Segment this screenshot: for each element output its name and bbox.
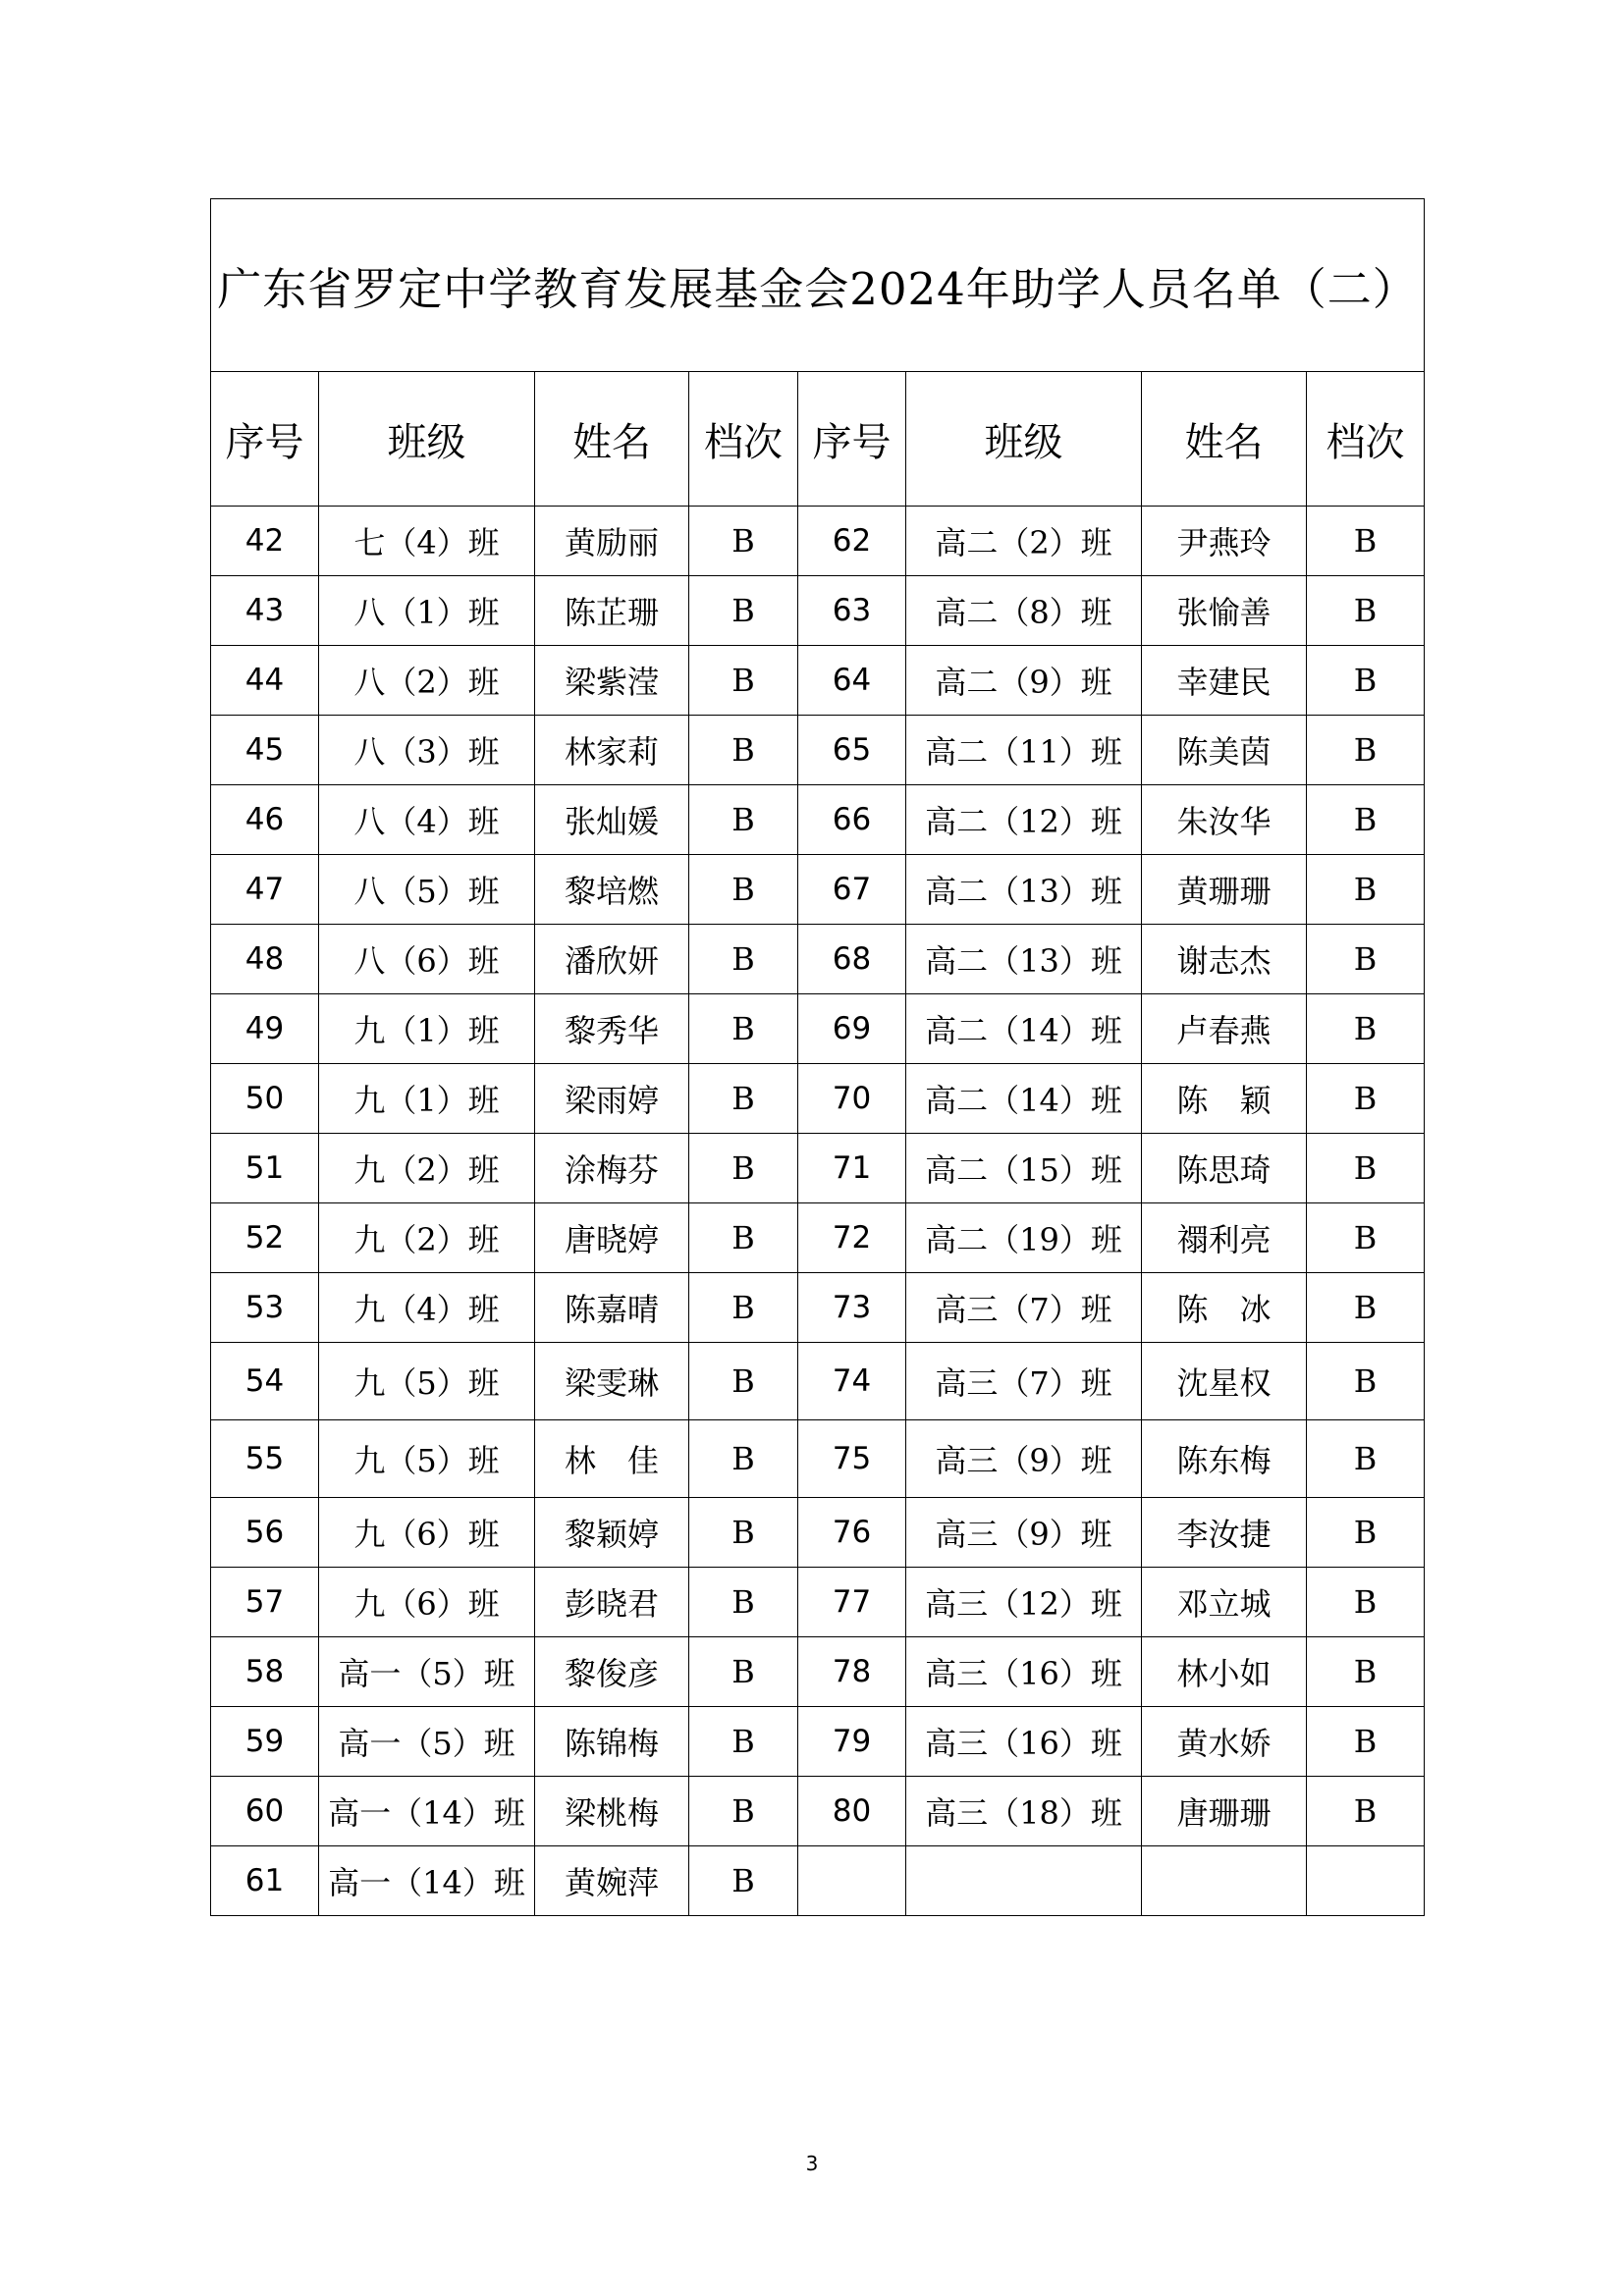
grade-cell: B bbox=[1307, 716, 1425, 785]
name-cell: 涂梅芬 bbox=[535, 1134, 689, 1203]
table-row bbox=[211, 716, 1425, 785]
name-cell: 谢志杰 bbox=[1142, 925, 1307, 994]
name-cell: 梁紫滢 bbox=[535, 646, 689, 716]
class-cell: 八（2）班 bbox=[319, 646, 535, 716]
name-cell: 禤利亮 bbox=[1142, 1203, 1307, 1273]
seq-cell: 46 bbox=[211, 785, 319, 855]
class-cell: 八（3）班 bbox=[319, 716, 535, 785]
seq-cell: 76 bbox=[798, 1498, 906, 1568]
name-cell: 林家莉 bbox=[535, 716, 689, 785]
class-cell: 八（1）班 bbox=[319, 576, 535, 646]
seq-cell: 73 bbox=[798, 1273, 906, 1343]
grade-cell: B bbox=[1307, 994, 1425, 1064]
class-cell: 高一（14）班 bbox=[319, 1777, 535, 1846]
seq-cell: 51 bbox=[211, 1134, 319, 1203]
header-grade-left: 档次 bbox=[689, 372, 798, 507]
seq-cell: 50 bbox=[211, 1064, 319, 1134]
class-cell: 高一（14）班 bbox=[319, 1846, 535, 1916]
class-cell: 高二（14）班 bbox=[906, 1064, 1142, 1134]
class-cell: 七（4）班 bbox=[319, 507, 535, 576]
name-cell: 黄珊珊 bbox=[1142, 855, 1307, 925]
class-cell: 高三（7）班 bbox=[906, 1273, 1142, 1343]
class-cell: 高三（7）班 bbox=[906, 1343, 1142, 1420]
name-cell: 梁桃梅 bbox=[535, 1777, 689, 1846]
table-row bbox=[211, 1064, 1425, 1134]
grade-cell: B bbox=[1307, 1707, 1425, 1777]
class-cell: 高三（9）班 bbox=[906, 1498, 1142, 1568]
name-cell: 张灿媛 bbox=[535, 785, 689, 855]
seq-cell: 52 bbox=[211, 1203, 319, 1273]
grade-cell: B bbox=[1307, 855, 1425, 925]
name-cell: 黄婉萍 bbox=[535, 1846, 689, 1916]
grade-cell: B bbox=[689, 1637, 798, 1707]
class-cell: 八（5）班 bbox=[319, 855, 535, 925]
class-cell: 高二（12）班 bbox=[906, 785, 1142, 855]
table-row bbox=[211, 1846, 1425, 1916]
grade-cell: B bbox=[689, 1777, 798, 1846]
grade-cell: B bbox=[689, 1498, 798, 1568]
seq-cell: 55 bbox=[211, 1420, 319, 1498]
table-row bbox=[211, 1777, 1425, 1846]
grade-cell: B bbox=[689, 576, 798, 646]
class-cell: 九（5）班 bbox=[319, 1420, 535, 1498]
seq-cell: 72 bbox=[798, 1203, 906, 1273]
seq-cell: 74 bbox=[798, 1343, 906, 1420]
name-cell: 黎秀华 bbox=[535, 994, 689, 1064]
name-cell: 陈 冰 bbox=[1142, 1273, 1307, 1343]
name-cell: 黄水娇 bbox=[1142, 1707, 1307, 1777]
class-cell: 高三（16）班 bbox=[906, 1637, 1142, 1707]
name-cell: 黎俊彦 bbox=[535, 1637, 689, 1707]
class-cell: 九（1）班 bbox=[319, 994, 535, 1064]
table-row bbox=[211, 1568, 1425, 1637]
grade-cell: B bbox=[689, 855, 798, 925]
grade-cell: B bbox=[1307, 1273, 1425, 1343]
grade-cell: B bbox=[1307, 1134, 1425, 1203]
grade-cell: B bbox=[689, 925, 798, 994]
seq-cell: 75 bbox=[798, 1420, 906, 1498]
name-cell: 李汝捷 bbox=[1142, 1498, 1307, 1568]
name-cell: 林 佳 bbox=[535, 1420, 689, 1498]
grade-cell: B bbox=[689, 994, 798, 1064]
grade-cell: B bbox=[1307, 576, 1425, 646]
table-row bbox=[211, 994, 1425, 1064]
seq-cell: 79 bbox=[798, 1707, 906, 1777]
class-cell: 八（4）班 bbox=[319, 785, 535, 855]
grade-cell: B bbox=[1307, 1568, 1425, 1637]
seq-cell: 44 bbox=[211, 646, 319, 716]
class-cell: 高二（14）班 bbox=[906, 994, 1142, 1064]
grade-cell: B bbox=[1307, 646, 1425, 716]
table-row bbox=[211, 507, 1425, 576]
roster-body bbox=[211, 507, 1425, 1916]
class-cell: 九（1）班 bbox=[319, 1064, 535, 1134]
grade-cell: B bbox=[689, 1203, 798, 1273]
class-cell: 高一（5）班 bbox=[319, 1637, 535, 1707]
grade-cell: B bbox=[1307, 1420, 1425, 1498]
class-cell bbox=[906, 1846, 1142, 1916]
class-cell: 八（6）班 bbox=[319, 925, 535, 994]
grade-cell: B bbox=[1307, 925, 1425, 994]
table-row bbox=[211, 1343, 1425, 1420]
name-cell: 幸建民 bbox=[1142, 646, 1307, 716]
name-cell: 邓立城 bbox=[1142, 1568, 1307, 1637]
table-row bbox=[211, 1637, 1425, 1707]
name-cell: 潘欣妍 bbox=[535, 925, 689, 994]
class-cell: 九（2）班 bbox=[319, 1203, 535, 1273]
name-cell: 黎培燃 bbox=[535, 855, 689, 925]
class-cell: 高三（18）班 bbox=[906, 1777, 1142, 1846]
class-cell: 高二（15）班 bbox=[906, 1134, 1142, 1203]
table-row bbox=[211, 646, 1425, 716]
seq-cell: 78 bbox=[798, 1637, 906, 1707]
class-cell: 高二（13）班 bbox=[906, 855, 1142, 925]
grade-cell: B bbox=[1307, 1637, 1425, 1707]
seq-cell: 68 bbox=[798, 925, 906, 994]
name-cell: 沈星权 bbox=[1142, 1343, 1307, 1420]
grade-cell: B bbox=[689, 1134, 798, 1203]
grade-cell: B bbox=[689, 1707, 798, 1777]
seq-cell: 64 bbox=[798, 646, 906, 716]
table-row bbox=[211, 1707, 1425, 1777]
seq-cell: 57 bbox=[211, 1568, 319, 1637]
grade-cell: B bbox=[1307, 1064, 1425, 1134]
table-row bbox=[211, 785, 1425, 855]
header-row bbox=[211, 372, 1425, 507]
grade-cell: B bbox=[1307, 1203, 1425, 1273]
header-name-right: 姓名 bbox=[1142, 372, 1307, 507]
grade-cell: B bbox=[1307, 785, 1425, 855]
grade-cell: B bbox=[689, 1064, 798, 1134]
seq-cell: 59 bbox=[211, 1707, 319, 1777]
table-row bbox=[211, 855, 1425, 925]
name-cell: 陈芷珊 bbox=[535, 576, 689, 646]
page-number: 3 bbox=[805, 2152, 819, 2175]
seq-cell: 66 bbox=[798, 785, 906, 855]
table-row bbox=[211, 1498, 1425, 1568]
class-cell: 高一（5）班 bbox=[319, 1707, 535, 1777]
class-cell: 高二（9）班 bbox=[906, 646, 1142, 716]
class-cell: 九（6）班 bbox=[319, 1568, 535, 1637]
class-cell: 高二（13）班 bbox=[906, 925, 1142, 994]
name-cell: 张愉善 bbox=[1142, 576, 1307, 646]
seq-cell: 58 bbox=[211, 1637, 319, 1707]
grade-cell: B bbox=[1307, 507, 1425, 576]
grade-cell: B bbox=[1307, 1498, 1425, 1568]
header-name-left: 姓名 bbox=[535, 372, 689, 507]
seq-cell: 49 bbox=[211, 994, 319, 1064]
class-cell: 九（4）班 bbox=[319, 1273, 535, 1343]
seq-cell: 56 bbox=[211, 1498, 319, 1568]
seq-cell: 77 bbox=[798, 1568, 906, 1637]
seq-cell: 42 bbox=[211, 507, 319, 576]
seq-cell: 48 bbox=[211, 925, 319, 994]
class-cell: 高三（16）班 bbox=[906, 1707, 1142, 1777]
table-row bbox=[211, 576, 1425, 646]
seq-cell: 53 bbox=[211, 1273, 319, 1343]
grade-cell: B bbox=[689, 716, 798, 785]
seq-cell: 67 bbox=[798, 855, 906, 925]
name-cell: 陈锦梅 bbox=[535, 1707, 689, 1777]
document-title: 广东省罗定中学教育发展基金会2024年助学人员名单（二） bbox=[211, 199, 1425, 372]
table-row bbox=[211, 925, 1425, 994]
class-cell: 高三（9）班 bbox=[906, 1420, 1142, 1498]
grade-cell: B bbox=[689, 1420, 798, 1498]
header-class-right: 班级 bbox=[906, 372, 1142, 507]
table-row bbox=[211, 1134, 1425, 1203]
grade-cell bbox=[1307, 1846, 1425, 1916]
class-cell: 高二（8）班 bbox=[906, 576, 1142, 646]
name-cell: 梁雨婷 bbox=[535, 1064, 689, 1134]
table-row bbox=[211, 1273, 1425, 1343]
seq-cell: 65 bbox=[798, 716, 906, 785]
seq-cell: 60 bbox=[211, 1777, 319, 1846]
class-cell: 高二（11）班 bbox=[906, 716, 1142, 785]
seq-cell: 70 bbox=[798, 1064, 906, 1134]
seq-cell: 71 bbox=[798, 1134, 906, 1203]
seq-cell: 80 bbox=[798, 1777, 906, 1846]
class-cell: 九（6）班 bbox=[319, 1498, 535, 1568]
name-cell: 卢春燕 bbox=[1142, 994, 1307, 1064]
seq-cell: 62 bbox=[798, 507, 906, 576]
table-row bbox=[211, 1203, 1425, 1273]
name-cell: 尹燕玲 bbox=[1142, 507, 1307, 576]
name-cell: 黎颖婷 bbox=[535, 1498, 689, 1568]
name-cell bbox=[1142, 1846, 1307, 1916]
seq-cell bbox=[798, 1846, 906, 1916]
class-cell: 高三（12）班 bbox=[906, 1568, 1142, 1637]
grade-cell: B bbox=[689, 1846, 798, 1916]
class-cell: 九（5）班 bbox=[319, 1343, 535, 1420]
grade-cell: B bbox=[689, 507, 798, 576]
seq-cell: 61 bbox=[211, 1846, 319, 1916]
seq-cell: 63 bbox=[798, 576, 906, 646]
seq-cell: 45 bbox=[211, 716, 319, 785]
grade-cell: B bbox=[689, 1273, 798, 1343]
header-seq-left: 序号 bbox=[211, 372, 319, 507]
seq-cell: 54 bbox=[211, 1343, 319, 1420]
class-cell: 九（2）班 bbox=[319, 1134, 535, 1203]
grade-cell: B bbox=[689, 1343, 798, 1420]
name-cell: 唐晓婷 bbox=[535, 1203, 689, 1273]
name-cell: 朱汝华 bbox=[1142, 785, 1307, 855]
class-cell: 高二（19）班 bbox=[906, 1203, 1142, 1273]
grade-cell: B bbox=[689, 785, 798, 855]
seq-cell: 47 bbox=[211, 855, 319, 925]
name-cell: 梁雯琳 bbox=[535, 1343, 689, 1420]
name-cell: 林小如 bbox=[1142, 1637, 1307, 1707]
name-cell: 陈美茵 bbox=[1142, 716, 1307, 785]
name-cell: 陈 颖 bbox=[1142, 1064, 1307, 1134]
header-class-left: 班级 bbox=[319, 372, 535, 507]
class-cell: 高二（2）班 bbox=[906, 507, 1142, 576]
table-row bbox=[211, 1420, 1425, 1498]
grade-cell: B bbox=[689, 1568, 798, 1637]
header-seq-right: 序号 bbox=[798, 372, 906, 507]
name-cell: 陈思琦 bbox=[1142, 1134, 1307, 1203]
roster-table bbox=[210, 198, 1425, 1916]
grade-cell: B bbox=[1307, 1777, 1425, 1846]
header-grade-right: 档次 bbox=[1307, 372, 1425, 507]
grade-cell: B bbox=[689, 646, 798, 716]
name-cell: 陈东梅 bbox=[1142, 1420, 1307, 1498]
seq-cell: 43 bbox=[211, 576, 319, 646]
name-cell: 彭晓君 bbox=[535, 1568, 689, 1637]
name-cell: 唐珊珊 bbox=[1142, 1777, 1307, 1846]
grade-cell: B bbox=[1307, 1343, 1425, 1420]
seq-cell: 69 bbox=[798, 994, 906, 1064]
name-cell: 陈嘉晴 bbox=[535, 1273, 689, 1343]
name-cell: 黄励丽 bbox=[535, 507, 689, 576]
